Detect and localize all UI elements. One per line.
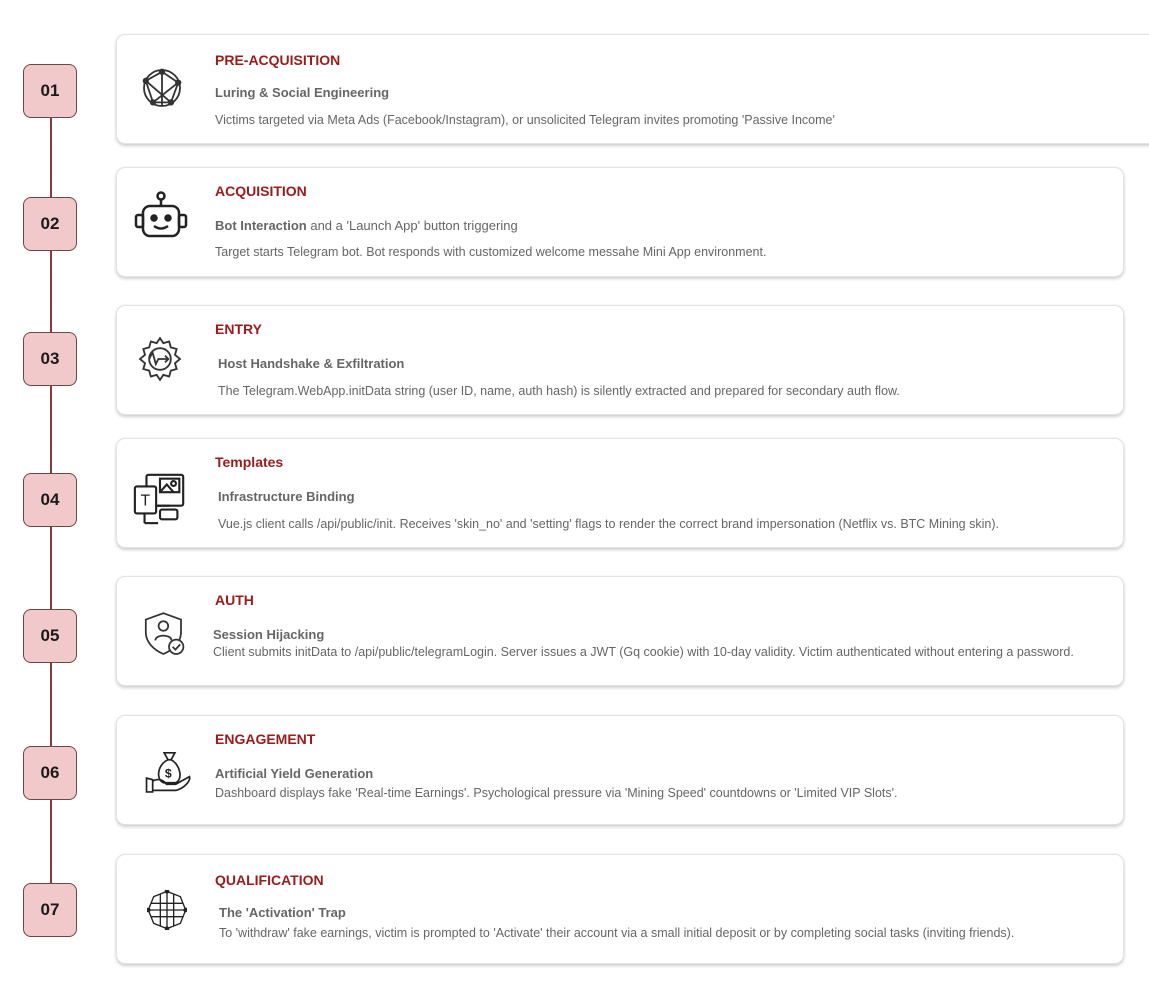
step-card-pre-acquisition xyxy=(116,34,1149,144)
step-description: Target starts Telegram bot. Bot responds with customized welcome messahe Mini App environment. xyxy=(215,245,767,259)
step-description: To 'withdraw' fake earnings, victim is prompted to 'Activate' their account via a small initial deposit or by completing social tasks (inviting friends). xyxy=(219,926,1015,940)
step-subtitle xyxy=(219,905,346,920)
step-title: QUALIFICATION xyxy=(215,872,324,888)
svg-text:T: T xyxy=(140,492,151,510)
step-title: Templates xyxy=(215,454,284,470)
step-subtitle-bold: Session Hijacking xyxy=(213,627,325,642)
step-title: ENTRY xyxy=(215,321,262,337)
step-subtitle xyxy=(218,356,404,371)
template-layout-icon xyxy=(131,469,189,527)
step-description: The Telegram.WebApp.initData string (user ID, name, auth hash) is silently extracted and prepared for secondary auth flow. xyxy=(218,384,900,398)
shield-user-check-icon xyxy=(141,610,189,658)
globe-network-icon xyxy=(135,61,189,115)
step-number-badge: 07 xyxy=(23,883,77,937)
step-subtitle-bold: Host Handshake & Exfiltration xyxy=(218,356,405,371)
step-number-badge: 02 xyxy=(23,197,77,251)
svg-text:$: $ xyxy=(164,766,172,781)
step-description: Client submits initData to /api/public/telegramLogin. Server issues a JWT (Gq cookie) with 10-day validity. Victim authenticated without entering a password. xyxy=(213,645,1074,659)
step-subtitle-bold: The 'Activation' Trap xyxy=(219,905,346,920)
gear-arrow-icon xyxy=(135,334,185,384)
step-subtitle-rest: and a 'Launch App' button triggering xyxy=(306,218,518,233)
step-card-acquisition xyxy=(116,167,1124,277)
step-description: Victims targeted via Meta Ads (Facebook/Instagram), or unsolicited Telegram invites promoting 'Passive Income' xyxy=(215,113,835,127)
step-subtitle xyxy=(218,489,355,504)
step-title: PRE-ACQUISITION xyxy=(215,52,341,68)
step-subtitle-bold: Infrastructure Binding xyxy=(218,489,355,504)
step-title: ACQUISITION xyxy=(215,183,307,199)
step-number-badge: 06 xyxy=(23,746,77,800)
step-number-badge: 03 xyxy=(23,332,77,386)
step-subtitle xyxy=(215,85,389,100)
robot-icon xyxy=(131,186,191,246)
step-subtitle xyxy=(213,627,324,642)
step-card-templates xyxy=(116,438,1124,548)
step-subtitle xyxy=(215,766,373,781)
web-trap-icon xyxy=(147,890,187,930)
step-subtitle xyxy=(215,218,518,233)
step-subtitle-bold: Bot Interaction xyxy=(215,218,307,233)
money-bag-hand-icon xyxy=(145,749,191,795)
step-subtitle-bold: Luring & Social Engineering xyxy=(215,85,390,100)
step-number-badge: 01 xyxy=(23,64,77,118)
step-title: AUTH xyxy=(215,592,254,608)
step-subtitle-bold: Artificial Yield Generation xyxy=(215,766,374,781)
step-card-entry xyxy=(116,305,1124,415)
step-description: Vue.js client calls /api/public/init. Receives 'skin_no' and 'setting' flags to render the correct brand impersonation (Netflix vs. BTC Mining skin). xyxy=(218,517,999,531)
step-number-badge: 04 xyxy=(23,473,77,527)
step-number-badge: 05 xyxy=(23,609,77,663)
step-card-engagement xyxy=(116,715,1124,825)
step-description: Dashboard displays fake 'Real-time Earnings'. Psychological pressure via 'Mining Speed' countdowns or 'Limited VIP Slots'. xyxy=(215,786,898,800)
step-card-qualification xyxy=(116,854,1124,964)
step-title: ENGAGEMENT xyxy=(215,731,316,747)
step-card-auth xyxy=(116,576,1124,686)
